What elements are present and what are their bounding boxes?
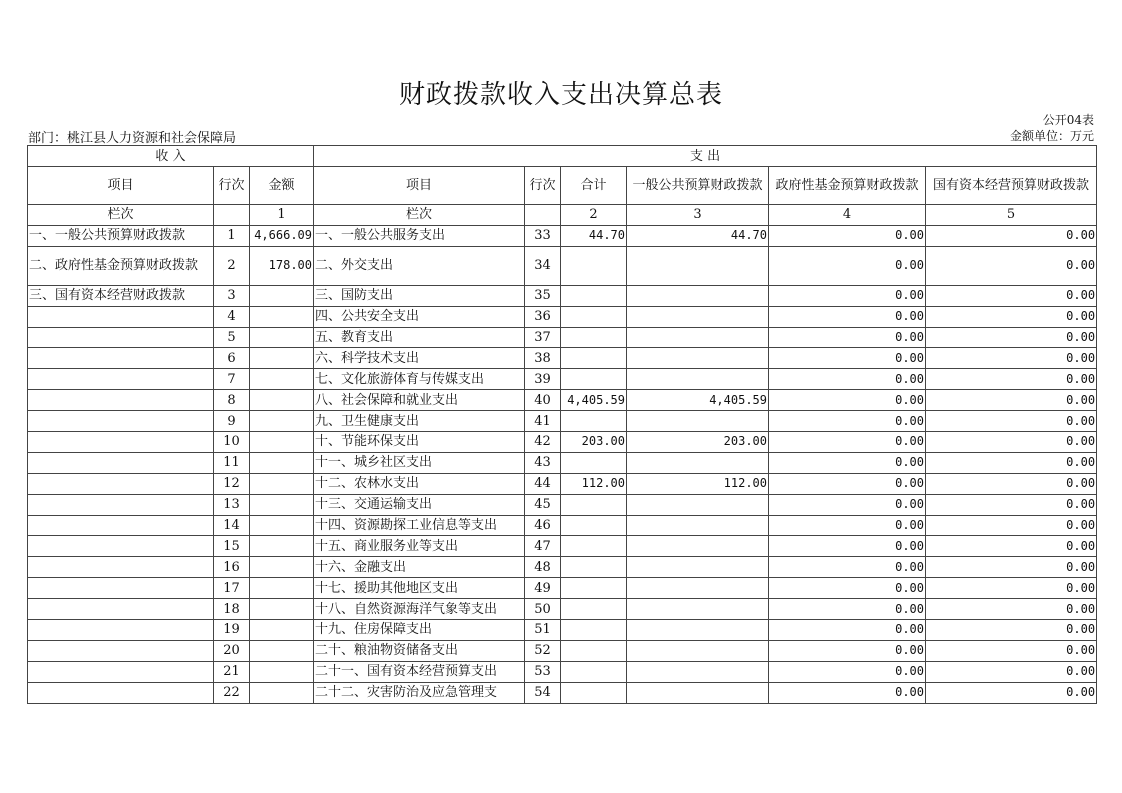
expense-row-number: 50 xyxy=(525,599,561,620)
expense-row-number: 35 xyxy=(525,285,561,306)
income-amount xyxy=(250,661,314,682)
general-budget-amount xyxy=(627,494,769,515)
income-row-number: 10 xyxy=(214,432,250,453)
income-row-number: 8 xyxy=(214,390,250,411)
col-index-1: 1 xyxy=(250,205,314,226)
general-budget-amount xyxy=(627,306,769,327)
fund-budget-amount: 0.00 xyxy=(769,557,926,578)
total-amount: 44.70 xyxy=(561,225,627,246)
state-capital-amount: 0.00 xyxy=(926,327,1097,348)
income-item-cell xyxy=(28,599,214,620)
income-amount xyxy=(250,285,314,306)
income-amount xyxy=(250,348,314,369)
expense-row-number: 41 xyxy=(525,411,561,432)
expense-item-cell: 十三、交通运输支出 xyxy=(314,494,525,515)
total-amount xyxy=(561,515,627,536)
general-budget-amount xyxy=(627,411,769,432)
fund-budget-amount: 0.00 xyxy=(769,661,926,682)
general-budget-amount xyxy=(627,536,769,557)
income-item-cell xyxy=(28,411,214,432)
state-capital-amount: 0.00 xyxy=(926,432,1097,453)
expense-item-cell: 九、卫生健康支出 xyxy=(314,411,525,432)
table-row xyxy=(28,599,1097,620)
state-capital-amount: 0.00 xyxy=(926,369,1097,390)
total-amount: 203.00 xyxy=(561,432,627,453)
table-row xyxy=(28,246,1097,285)
income-row-number: 20 xyxy=(214,640,250,661)
state-capital-header: 国有资本经营预算财政拨款 xyxy=(926,167,1097,205)
income-amount xyxy=(250,432,314,453)
fund-budget-header: 政府性基金预算财政拨款 xyxy=(769,167,926,205)
income-row-number: 9 xyxy=(214,411,250,432)
expense-section-header: 支 出 xyxy=(314,146,1097,167)
income-item-cell: 一、一般公共预算财政拨款 xyxy=(28,225,214,246)
state-capital-amount: 0.00 xyxy=(926,661,1097,682)
state-capital-amount: 0.00 xyxy=(926,411,1097,432)
income-row-number: 16 xyxy=(214,557,250,578)
total-amount xyxy=(561,369,627,390)
income-row-number: 15 xyxy=(214,536,250,557)
income-amount xyxy=(250,306,314,327)
table-row xyxy=(28,285,1097,306)
income-item-cell: 二、政府性基金预算财政拨款 xyxy=(28,246,214,285)
income-amount xyxy=(250,557,314,578)
state-capital-amount: 0.00 xyxy=(926,390,1097,411)
expense-row-number: 43 xyxy=(525,452,561,473)
income-item-cell xyxy=(28,494,214,515)
general-budget-amount xyxy=(627,578,769,599)
expense-row-number: 54 xyxy=(525,682,561,703)
total-amount xyxy=(561,494,627,515)
total-amount xyxy=(561,620,627,641)
income-row-number: 17 xyxy=(214,578,250,599)
fund-budget-amount: 0.00 xyxy=(769,452,926,473)
income-row-number: 11 xyxy=(214,452,250,473)
expense-item-cell: 十九、住房保障支出 xyxy=(314,620,525,641)
income-item-cell xyxy=(28,557,214,578)
expense-item-cell: 二十二、灾害防治及应急管理支 xyxy=(314,682,525,703)
expense-row-number: 42 xyxy=(525,432,561,453)
fund-budget-amount: 0.00 xyxy=(769,246,926,285)
general-budget-amount xyxy=(627,620,769,641)
income-row-no-header: 行次 xyxy=(214,167,250,205)
total-header: 合计 xyxy=(561,167,627,205)
general-budget-amount: 4,405.59 xyxy=(627,390,769,411)
state-capital-amount: 0.00 xyxy=(926,473,1097,494)
expense-row-number: 38 xyxy=(525,348,561,369)
general-budget-amount xyxy=(627,599,769,620)
total-amount xyxy=(561,411,627,432)
fund-budget-amount: 0.00 xyxy=(769,411,926,432)
state-capital-amount: 0.00 xyxy=(926,620,1097,641)
page-title: 财政拨款收入支出决算总表 xyxy=(398,80,723,110)
expense-row-number: 45 xyxy=(525,494,561,515)
income-row-number: 5 xyxy=(214,327,250,348)
income-amount xyxy=(250,682,314,703)
table-row xyxy=(28,473,1097,494)
income-amount xyxy=(250,578,314,599)
total-amount xyxy=(561,327,627,348)
state-capital-amount: 0.00 xyxy=(926,682,1097,703)
table-row xyxy=(28,640,1097,661)
general-budget-header: 一般公共预算财政拨款 xyxy=(627,167,769,205)
state-capital-amount: 0.00 xyxy=(926,285,1097,306)
expense-item-cell: 十一、城乡社区支出 xyxy=(314,452,525,473)
income-row-number: 6 xyxy=(214,348,250,369)
fund-budget-amount: 0.00 xyxy=(769,536,926,557)
table-row xyxy=(28,620,1097,641)
income-amount-header: 金额 xyxy=(250,167,314,205)
fund-budget-amount: 0.00 xyxy=(769,285,926,306)
total-amount xyxy=(561,661,627,682)
income-item-cell: 三、国有资本经营财政拨款 xyxy=(28,285,214,306)
fund-budget-amount: 0.00 xyxy=(769,348,926,369)
table-row xyxy=(28,432,1097,453)
table-row xyxy=(28,225,1097,246)
total-amount xyxy=(561,682,627,703)
income-row-number: 3 xyxy=(214,285,250,306)
budget-table xyxy=(27,145,1097,704)
income-section-header: 收 入 xyxy=(28,146,314,167)
expense-item-cell: 二十、粮油物资储备支出 xyxy=(314,640,525,661)
income-row-number: 13 xyxy=(214,494,250,515)
total-amount xyxy=(561,285,627,306)
state-capital-amount: 0.00 xyxy=(926,225,1097,246)
general-budget-amount: 203.00 xyxy=(627,432,769,453)
expense-item-cell: 十七、援助其他地区支出 xyxy=(314,578,525,599)
expense-item-cell: 二十一、国有资本经营预算支出 xyxy=(314,661,525,682)
total-amount xyxy=(561,557,627,578)
fund-budget-amount: 0.00 xyxy=(769,599,926,620)
expense-item-header: 项目 xyxy=(314,167,525,205)
fund-budget-amount: 0.00 xyxy=(769,515,926,536)
income-row-number: 1 xyxy=(214,225,250,246)
total-amount xyxy=(561,599,627,620)
table-row xyxy=(28,578,1097,599)
income-item-cell xyxy=(28,432,214,453)
fund-budget-amount: 0.00 xyxy=(769,306,926,327)
total-amount xyxy=(561,452,627,473)
fund-budget-amount: 0.00 xyxy=(769,390,926,411)
general-budget-amount xyxy=(627,285,769,306)
expense-item-cell: 四、公共安全支出 xyxy=(314,306,525,327)
general-budget-amount xyxy=(627,369,769,390)
income-amount xyxy=(250,494,314,515)
expense-row-number: 46 xyxy=(525,515,561,536)
table-row xyxy=(28,390,1097,411)
expense-row-number: 40 xyxy=(525,390,561,411)
income-item-cell xyxy=(28,536,214,557)
table-row xyxy=(28,411,1097,432)
expense-item-cell: 三、国防支出 xyxy=(314,285,525,306)
state-capital-amount: 0.00 xyxy=(926,494,1097,515)
department-label: 部门：桃江县人力资源和社会保障局 xyxy=(28,131,237,146)
total-amount xyxy=(561,306,627,327)
expense-item-cell: 十八、自然资源海洋气象等支出 xyxy=(314,599,525,620)
col-index-4: 4 xyxy=(769,205,926,226)
expense-row-number: 49 xyxy=(525,578,561,599)
income-item-cell xyxy=(28,327,214,348)
income-amount xyxy=(250,536,314,557)
income-amount xyxy=(250,640,314,661)
expense-item-cell: 二、外交支出 xyxy=(314,246,525,285)
table-row xyxy=(28,348,1097,369)
expense-row-number: 34 xyxy=(525,246,561,285)
general-budget-amount xyxy=(627,348,769,369)
income-amount xyxy=(250,599,314,620)
state-capital-amount: 0.00 xyxy=(926,557,1097,578)
table-row xyxy=(28,536,1097,557)
header-row-columns xyxy=(28,167,1097,205)
income-item-cell xyxy=(28,620,214,641)
income-item-cell xyxy=(28,661,214,682)
general-budget-amount: 112.00 xyxy=(627,473,769,494)
table-row xyxy=(28,452,1097,473)
general-budget-amount xyxy=(627,640,769,661)
total-amount xyxy=(561,578,627,599)
general-budget-amount xyxy=(627,682,769,703)
table-row xyxy=(28,557,1097,578)
expense-row-number: 33 xyxy=(525,225,561,246)
header-row-sections xyxy=(28,146,1097,167)
col-index-5: 5 xyxy=(926,205,1097,226)
table-row xyxy=(28,682,1097,703)
expense-col-label: 栏次 xyxy=(314,205,525,226)
general-budget-amount xyxy=(627,557,769,578)
form-number: 公开04表 xyxy=(1042,113,1094,127)
income-row-number: 19 xyxy=(214,620,250,641)
expense-item-cell: 八、社会保障和就业支出 xyxy=(314,390,525,411)
total-amount xyxy=(561,640,627,661)
col-index-3: 3 xyxy=(627,205,769,226)
income-row-number: 18 xyxy=(214,599,250,620)
expense-row-number: 36 xyxy=(525,306,561,327)
income-amount xyxy=(250,452,314,473)
expense-row-number: 53 xyxy=(525,661,561,682)
expense-item-cell: 十四、资源勘探工业信息等支出 xyxy=(314,515,525,536)
general-budget-amount xyxy=(627,246,769,285)
income-item-cell xyxy=(28,369,214,390)
general-budget-amount xyxy=(627,452,769,473)
col-index-2: 2 xyxy=(561,205,627,226)
income-col-label: 栏次 xyxy=(28,205,214,226)
table-row xyxy=(28,494,1097,515)
income-item-header: 项目 xyxy=(28,167,214,205)
header-row-column-index xyxy=(28,205,1097,226)
income-row-number: 22 xyxy=(214,682,250,703)
fund-budget-amount: 0.00 xyxy=(769,327,926,348)
expense-row-no-header: 行次 xyxy=(525,167,561,205)
fund-budget-amount: 0.00 xyxy=(769,640,926,661)
expense-row-number: 39 xyxy=(525,369,561,390)
state-capital-amount: 0.00 xyxy=(926,640,1097,661)
state-capital-amount: 0.00 xyxy=(926,452,1097,473)
income-amount: 4,666.09 xyxy=(250,225,314,246)
general-budget-amount xyxy=(627,515,769,536)
expense-row-number: 51 xyxy=(525,620,561,641)
income-amount xyxy=(250,390,314,411)
income-row-number: 21 xyxy=(214,661,250,682)
table-row xyxy=(28,661,1097,682)
expense-item-cell: 六、科学技术支出 xyxy=(314,348,525,369)
total-amount xyxy=(561,536,627,557)
expense-item-cell: 五、教育支出 xyxy=(314,327,525,348)
expense-item-cell: 十、节能环保支出 xyxy=(314,432,525,453)
state-capital-amount: 0.00 xyxy=(926,536,1097,557)
income-amount xyxy=(250,473,314,494)
expense-item-cell: 一、一般公共服务支出 xyxy=(314,225,525,246)
fund-budget-amount: 0.00 xyxy=(769,578,926,599)
income-item-cell xyxy=(28,306,214,327)
expense-row-number: 44 xyxy=(525,473,561,494)
total-amount xyxy=(561,246,627,285)
table-row xyxy=(28,515,1097,536)
table-row xyxy=(28,327,1097,348)
income-row-number: 12 xyxy=(214,473,250,494)
income-row-number: 4 xyxy=(214,306,250,327)
income-item-cell xyxy=(28,390,214,411)
expense-row-number: 37 xyxy=(525,327,561,348)
income-row-number: 2 xyxy=(214,246,250,285)
general-budget-amount: 44.70 xyxy=(627,225,769,246)
state-capital-amount: 0.00 xyxy=(926,515,1097,536)
expense-row-number: 48 xyxy=(525,557,561,578)
state-capital-amount: 0.00 xyxy=(926,246,1097,285)
general-budget-amount xyxy=(627,327,769,348)
fund-budget-amount: 0.00 xyxy=(769,432,926,453)
income-item-cell xyxy=(28,578,214,599)
income-row-number: 7 xyxy=(214,369,250,390)
table-row xyxy=(28,306,1097,327)
income-amount: 178.00 xyxy=(250,246,314,285)
expense-item-cell: 十六、金融支出 xyxy=(314,557,525,578)
income-item-cell xyxy=(28,682,214,703)
expense-row-number: 52 xyxy=(525,640,561,661)
state-capital-amount: 0.00 xyxy=(926,348,1097,369)
income-amount xyxy=(250,369,314,390)
amount-unit-label: 金额单位：万元 xyxy=(1009,129,1094,143)
income-item-cell xyxy=(28,640,214,661)
table-row xyxy=(28,369,1097,390)
fund-budget-amount: 0.00 xyxy=(769,620,926,641)
income-amount xyxy=(250,411,314,432)
income-item-cell xyxy=(28,348,214,369)
fund-budget-amount: 0.00 xyxy=(769,473,926,494)
expense-row-number: 47 xyxy=(525,536,561,557)
total-amount: 4,405.59 xyxy=(561,390,627,411)
state-capital-amount: 0.00 xyxy=(926,578,1097,599)
total-amount: 112.00 xyxy=(561,473,627,494)
state-capital-amount: 0.00 xyxy=(926,306,1097,327)
income-amount xyxy=(250,327,314,348)
income-row-number: 14 xyxy=(214,515,250,536)
expense-item-cell: 十二、农林水支出 xyxy=(314,473,525,494)
expense-item-cell: 十五、商业服务业等支出 xyxy=(314,536,525,557)
fund-budget-amount: 0.00 xyxy=(769,225,926,246)
total-amount xyxy=(561,348,627,369)
state-capital-amount: 0.00 xyxy=(926,599,1097,620)
expense-item-cell: 七、文化旅游体育与传媒支出 xyxy=(314,369,525,390)
income-item-cell xyxy=(28,473,214,494)
income-item-cell xyxy=(28,515,214,536)
blank-cell xyxy=(214,205,250,226)
income-amount xyxy=(250,515,314,536)
fund-budget-amount: 0.00 xyxy=(769,369,926,390)
income-amount xyxy=(250,620,314,641)
general-budget-amount xyxy=(627,661,769,682)
fund-budget-amount: 0.00 xyxy=(769,682,926,703)
income-item-cell xyxy=(28,452,214,473)
fund-budget-amount: 0.00 xyxy=(769,494,926,515)
blank-cell xyxy=(525,205,561,226)
